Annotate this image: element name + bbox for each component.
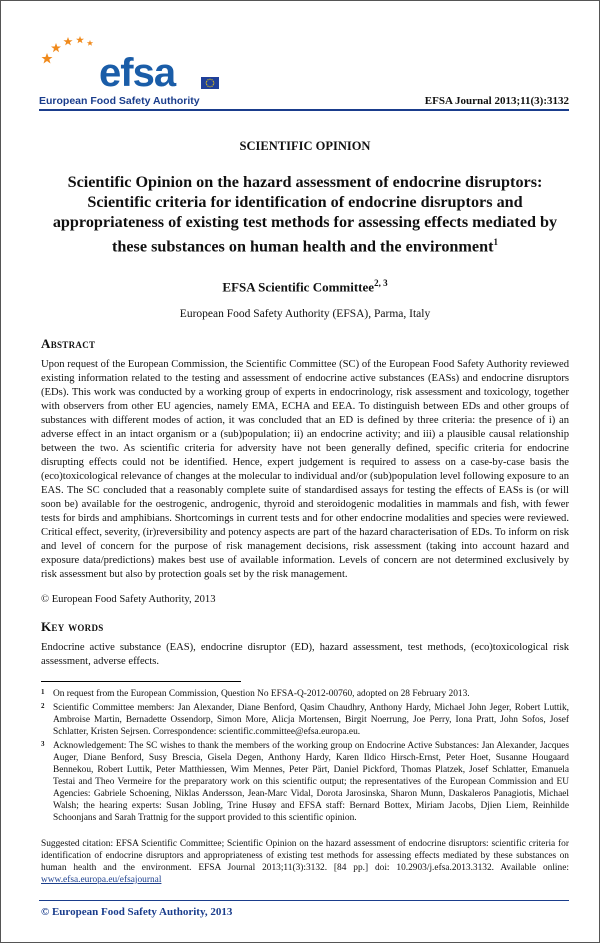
footnote [41,740,569,824]
title-text: Scientific Opinion on the hazard assessment of endocrine disruptors: Scientific criteria for identification of endocrine disruptors and appropriateness of existing test methods for assessing effects mediated by these substances on human health and the environment [52,173,558,256]
journal-reference: EFSA Journal 2013;11(3):3132 [424,95,569,107]
suggested-citation [41,838,569,886]
document-body [41,139,569,886]
footnote-text: On request from the European Commission, Question No EFSA-Q-2012-00760, adopted on 28 February 2013. [53,688,470,699]
abstract-text: Upon request of the European Commission, the Scientific Committee (SC) of the European Food Safety Authority reviewed existing information related to the testing and assessment of endocrine active substances (EASs) and endocrine disruptors (EDs). This work was conducted by a working group of experts in endocrinology, risk assessment and toxicology, together with observers from other EU agencies, namely EMA, ECHA and EEA. To distinguish between EDs and other groups of substances with different modes of action, it was concluded that an ED is defined by three criteria: the presence of i) an adverse effect in an intact organism or a (sub)population; ii) an endocrine activity; and iii) a plausible causal relationship between the two. As scientific criteria for adversity have not been generally defined, specific criteria for endocrine disrupting effects could not be identified. Hence, expert judgement is required to assess on a case-by-case basis the (eco)toxicological relevance of changes at the molecular to individual and/or (sub)population level following exposure to an EAS. The SC concluded that a reasonably complete suite of standardised assays for testing the effects of EASs is (or will soon be) available for the oestrogenic, androgenic, thyroid and steroidogenic modalities in mammals and fish, with fewer tests for birds and amphibians. Shortcomings in current tests and for other endocrine modalities and species were reviewed. Critical effect, severity, (ir)reversibility and potency aspects are part of the hazard characterisation of EDs. To inform on risk and level of concern for the purpose of risk management decisions, risk assessment (taking into account hazard and exposure data/predictions) makes best use of available information. Levels of concern are not determined exclusively by risk assessment but also by protection goals set by the risk management. [41,358,569,580]
keywords-heading [41,619,569,635]
page-header [39,31,569,109]
footer-divider [39,900,569,901]
efsa-stars-icon [39,31,99,71]
copyright-notice: © European Food Safety Authority, 2013 [41,593,216,605]
footnote-text: Scientific Committee members: Jan Alexander, Diane Benford, Qasim Chaudhry, Anthony Hardy, Michael John Jeger, Robert Luttik, Ambroise Martin, Bernadette Ossendorp, Simon More, Alicja Mortensen, Birgit Noerrung, Joe Perry, Iona Pratt, John Sofos, Josef Schlatter, Kristen Sejrsen. Correspondence: scientific.committee@efsa.europa.eu. [53,702,569,737]
footnote-number: 2 [41,701,45,710]
authority-name: European Food Safety Authority [39,95,200,107]
footnote [41,688,569,700]
eu-flag-icon [201,77,219,89]
abstract-heading-text: Abstract [41,335,96,351]
document-title [41,172,569,256]
authors-text: EFSA Scientific Committee [222,279,375,295]
keywords-heading-text: Key words [41,618,104,634]
citation-text: Suggested citation: EFSA Scientific Committee; Scientific Opinion on the hazard assessment of endocrine disruptors: scientific criteria for identification of endocrine disruptors and appropriateness of existing test methods for assessing effects mediated by these substances on human health and the environment. EFSA Journal 2013;11(3):3132. [84 pp.] doi: 10.2903/j.efsa.2013.3132. Available online: [41,838,569,873]
header-divider [39,109,569,111]
footnote-text: Acknowledgement: The SC wishes to thank the members of the working group on Endocrine Active Substances: Jan Alexander, Jacques Auger, Diane Benford, Susy Brescia, Gisela Degen, Anthony Hardy, Karen Ildico Hirsch-Ernst, Peter Hoet, Susanne Hougaard Bennekou, Robert Luttik, Peter Matthiessen, Wim Mennes, Peter Pärt, Daniel Pickford, Thomas Platzek, Josef Schlatter, Emanuela Testai and Theo Vermeire for the preparatory work on this scientific output; the representatives of the European Commission and EU Agencies: Gabriele Schoening, Niklas Andersson, Jean-Marc Vidal, Dorota Jarosinska, Sharon Munn, Daskaleros Panagiotis, Michael Walsh; the hearing experts: Susan Jobling, Trine Husøy and EFSA staff: Bernard Bottex, Miriam Jacobs, Djien Liem, Reinhilde Schoonjans and Sarah Trattnig for the support provided to this scientific opinion. [53,740,569,823]
authors [41,278,569,295]
abstract-heading [41,336,569,352]
efsa-journal-link[interactable]: www.efsa.europa.eu/efsajournal [41,874,162,885]
keywords-text: Endocrine active substance (EAS), endocrine disruptor (ED), hazard assessment, test methods, (eco)toxicological risk assessment, adverse effects. [41,641,569,667]
authors-footnote-ref[interactable]: 2, 3 [374,278,388,289]
footer-copyright: © European Food Safety Authority, 2013 [41,906,233,918]
section-label: SCIENTIFIC OPINION [239,139,371,153]
footnote [41,702,569,738]
footnote-number: 3 [41,739,45,748]
efsa-logo: efsa [99,51,176,95]
footnote-number: 1 [41,687,45,696]
footnote-divider [41,681,241,682]
affiliation: European Food Safety Authority (EFSA), Parma, Italy [179,307,431,320]
title-footnote-ref[interactable]: 1 [493,237,498,247]
